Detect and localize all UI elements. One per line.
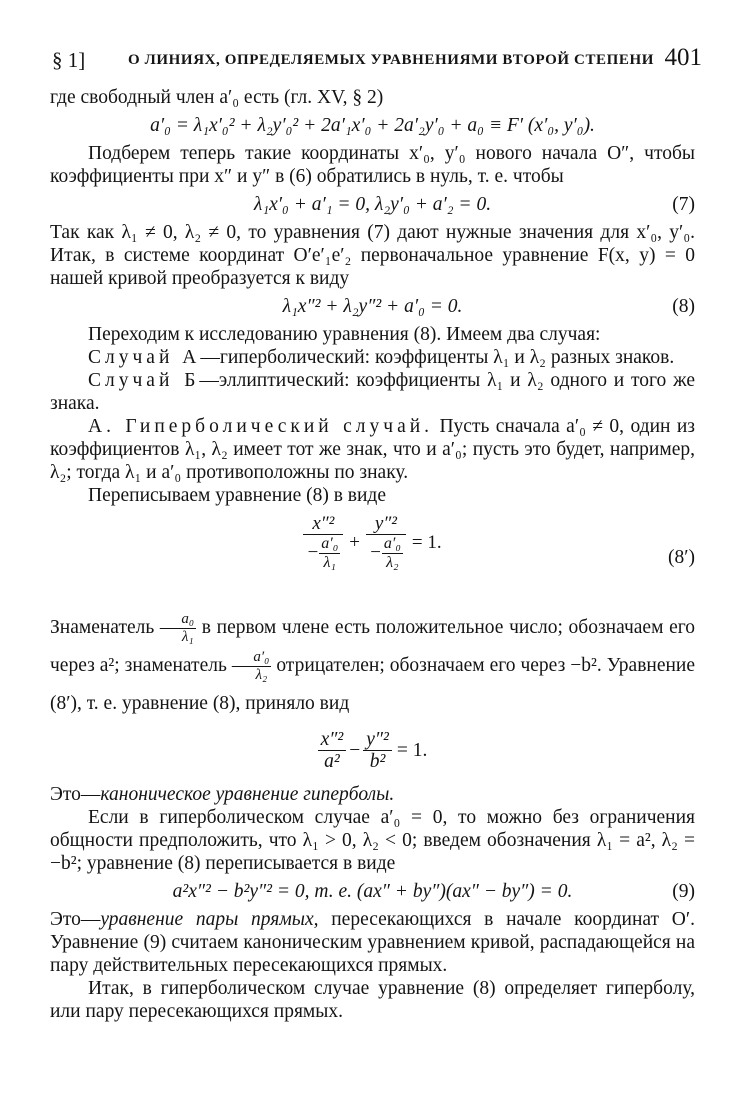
inner-fraction-1-den: λ₁	[323, 554, 336, 571]
pair-of-lines-prefix: Это—	[50, 909, 101, 930]
paragraph-degenerate-case: Если в гиперболическом случае a′₀ = 0, то можно без ограничения общности предположить, что λ₁ > 0, λ₂ < 0; введем обозначения λ₁ = a², λ₂ = −b²; уравнение (8) переписывается в виде	[50, 807, 695, 874]
canonical-fraction-1-num: x″²	[318, 729, 347, 751]
denominator-text-c: отрицателен; обозначаем его через −b². Уравнение (8′), т. е. уравнение (8), приняло вид	[50, 655, 696, 714]
case-a-label: Случай А	[88, 347, 201, 368]
denominator-text-b: в первом члене есть положительное число; обозначаем его через a²; знаменатель	[50, 617, 696, 676]
equation-7-number: (7)	[672, 194, 695, 215]
equation-8-prime-body	[303, 513, 441, 572]
minus-sign-2: −	[369, 541, 382, 563]
canonical-minus: −	[349, 740, 361, 761]
page-number: 401	[664, 44, 702, 71]
minus-sign-1: −	[306, 541, 320, 563]
canonical-equals: = 1.	[396, 740, 428, 761]
inner-fraction-2-den: λ₂	[386, 554, 399, 571]
inner-fraction-1	[319, 535, 340, 572]
inner-fraction-2-num: a′₀	[383, 535, 401, 552]
case-a-text: —гиперболический: коэффиценты λ₁ и λ₂ разных знаков.	[200, 347, 675, 368]
paragraph-free-term: где свободный член a′₀ есть (гл. XV, § 2)	[50, 87, 384, 108]
canonical-fraction-2-den: b²	[369, 751, 386, 772]
canonical-hyperbola-prefix: Это—	[50, 784, 101, 805]
canonical-fraction-1	[318, 729, 347, 772]
equation-9-text: a²x″² − b²y″² = 0, т. е. (ax″ + by″)(ax″ − by″) = 0.	[172, 881, 573, 902]
equation-8-text: λ₁x″² + λ₂y″² + a′₀ = 0.	[282, 296, 463, 317]
inner-fraction-1-num: a′₀	[321, 535, 339, 552]
denominator-fraction-1	[179, 611, 196, 646]
paragraph-choose-coordinates: Подберем теперь такие координаты x′₀, y′₀ нового начала O″, чтобы коэффициенты при x″ и y″ в (6) обратились в нуль, т. е. чтобы	[50, 143, 695, 187]
paragraph-conclusion: Итак, в гиперболическом случае уравнение (8) определяет гиперболу, или пару пересекающихся прямых.	[50, 978, 695, 1022]
denominator-fraction-1-den: λ₁	[181, 629, 194, 646]
paragraph-denominator: Знаменатель — $\frac{\text{a₀}}{\text{λ₁}}$ в первом члене есть положительное число; обозначаем его через a²; знаменатель — $\frac{\text{a′₀}}{\text{λ₂}}$ отрицателен; обозначаем его через −b². Уравнение (8′), т. е. уравнение (8), приняло вид	[50, 611, 696, 714]
paragraph-since: Так как λ₁ ≠ 0, λ₂ ≠ 0, то уравнения (7) дают нужные значения для x′₀, y′₀. Итак, в системе координат O′e′₁e′₂ первоначальное уравнение F(x, y) = 0 нашей кривой преобразуется к виду	[50, 222, 695, 289]
equation-9	[50, 880, 695, 903]
canonical-fraction-1-den: a²	[324, 751, 340, 772]
equation-8-prime	[50, 512, 695, 604]
equation-7-text: λ₁x′₀ + a′₁ = 0, λ₂y′₀ + a′₂ = 0.	[253, 194, 492, 215]
running-title: О ЛИНИЯХ, ОПРЕДЕЛЯЕМЫХ УРАВНЕНИЯМИ ВТОРОЙ СТЕПЕНИ	[128, 52, 655, 68]
fraction-x-denominator	[303, 535, 343, 572]
section-number: § 1]	[52, 48, 86, 72]
pair-of-lines-text: пересекающихся в начале координат O′. Уравнение (9) считаем каноническим уравнением кривой, распадающейся на пару действительных пересекающихся прямых.	[50, 909, 695, 976]
denominator-fraction-2-num: a′₀	[253, 649, 270, 666]
running-header	[52, 44, 702, 74]
paragraph-canonical-hyperbola	[50, 783, 695, 806]
pair-of-lines-term: уравнение пары прямых,	[100, 909, 319, 930]
page-body	[50, 86, 695, 1023]
paragraph-hyperbolic-case	[50, 415, 695, 484]
equation-a0	[50, 114, 695, 137]
paragraph-case-a	[50, 346, 695, 369]
equation-8-number: (8)	[672, 296, 695, 317]
fraction-x-term	[303, 513, 343, 572]
denominator-fraction-2-den: λ₂	[255, 667, 268, 684]
equation-7	[50, 193, 695, 216]
plus-sign: +	[349, 532, 360, 553]
paragraph-rewrite: Переписываем уравнение (8) в виде	[88, 485, 387, 506]
equation-9-number: (9)	[672, 881, 695, 902]
equation-8	[50, 295, 695, 318]
paragraph-two-cases: Переходим к исследованию уравнения (8). Имеем два случая:	[88, 324, 601, 345]
inner-fraction-2	[382, 535, 403, 572]
denominator-fraction-1-num: a₀	[181, 611, 195, 628]
equation-8-prime-number: (8′)	[667, 547, 695, 568]
hyperbolic-case-text: Пусть сначала a′₀ ≠ 0, один из коэффициентов λ₁, λ₂ имеет тот же знак, что и a′₀; пусть это будет, например, λ₂; тогда λ₁ и a′₀ противоположны по знаку.	[50, 416, 695, 483]
fraction-y-denominator	[366, 535, 406, 572]
fraction-x-numerator: x″²	[303, 513, 343, 535]
fraction-y-term	[366, 513, 406, 572]
hyperbolic-case-label: А. Гиперболический случай.	[88, 416, 434, 437]
paragraph-case-b	[50, 369, 695, 415]
paragraph-pair-of-lines	[50, 908, 695, 977]
canonical-equation-body	[318, 729, 428, 772]
case-b-label: Случай Б	[88, 370, 200, 391]
denominator-text-a: Знаменатель	[50, 617, 155, 638]
equals-one: = 1.	[411, 532, 442, 553]
case-b-text: —эллиптический: коэффициенты λ₁ и λ₂ одного и того же знака.	[50, 370, 695, 414]
canonical-hyperbola-equation	[50, 728, 695, 778]
fraction-y-numerator: y″²	[366, 513, 406, 535]
canonical-fraction-2	[363, 729, 392, 772]
canonical-hyperbola-term: каноническое уравнение гиперболы.	[100, 784, 395, 805]
equation-a0-text: a′₀ = λ₁x′₀² + λ₂y′₀² + 2a′₁x′₀ + 2a′₂y′₀ + a₀ ≡ F′ (x′₀, y′₀).	[150, 115, 595, 136]
denominator-fraction-2	[251, 649, 271, 684]
canonical-fraction-2-num: y″²	[363, 729, 392, 751]
